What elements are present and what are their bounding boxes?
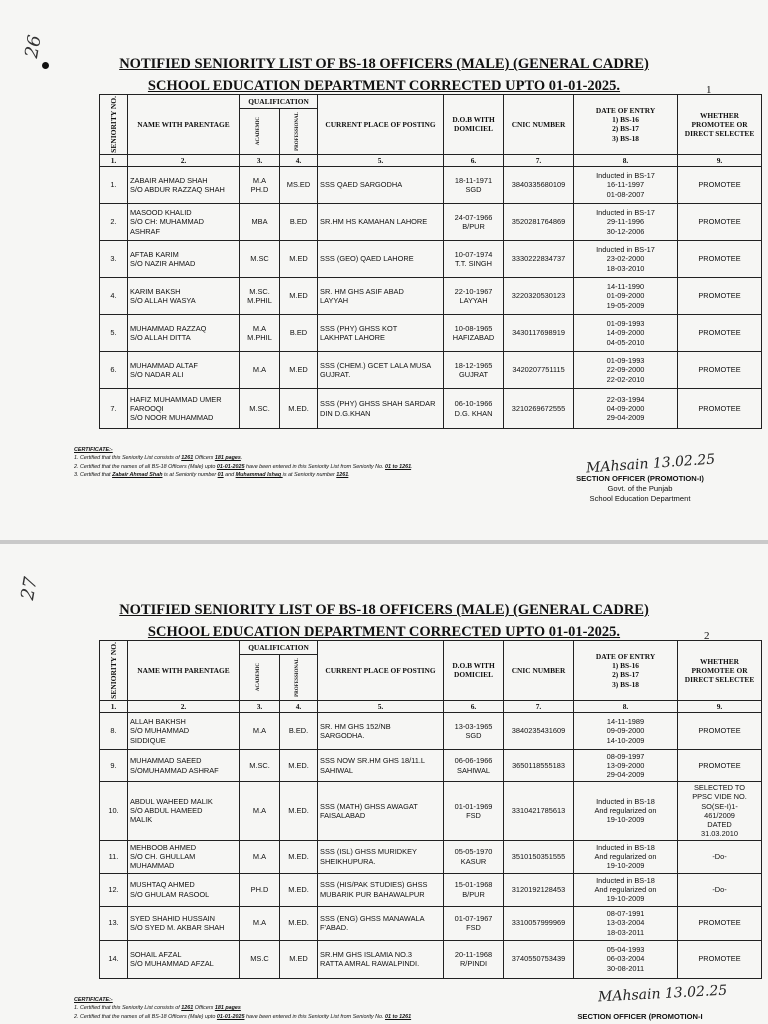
header-promotee: WHETHER PROMOTEE OR DIRECT SELECTEE (678, 95, 762, 155)
column-number: 8. (574, 700, 678, 712)
academic-qualification-cell: M.A (240, 782, 280, 841)
table-row (100, 940, 762, 978)
promotee-status-cell: PROMOTEE (678, 241, 762, 278)
cert-officer-count: 1261 (181, 1005, 194, 1012)
certificate-label: CERTIFICATE:- (74, 447, 113, 453)
header-dob: D.O.B WITH DOMICIEL (444, 641, 504, 701)
column-number: 5. (318, 154, 444, 166)
promotee-status-cell: PROMOTEE (678, 315, 762, 352)
header-professional-text: PROFESSIONAL (295, 657, 301, 697)
header-seniority-text: SENIORITY NO. (108, 642, 118, 699)
date-of-entry-cell: Inducted in BS-18 And regularized on 19-10-2009 (574, 840, 678, 873)
date-of-entry-cell: Inducted in BS-17 29-11-1996 30-12-2006 (574, 204, 678, 241)
date-of-entry-cell: 14-11-1989 09-09-2000 14-10-2009 (574, 713, 678, 750)
professional-qualification-cell: M.ED (280, 278, 318, 315)
cnic-cell: 3840235431609 (504, 713, 574, 750)
professional-qualification-cell: M.ED. (280, 906, 318, 940)
professional-qualification-cell: B.ED (280, 204, 318, 241)
cert-text: 1. Certified that this Seniority List consists of (74, 1005, 182, 1012)
cnic-cell: 3520281764869 (504, 204, 574, 241)
cert-text: Officers (193, 1005, 215, 1012)
header-professional-text: PROFESSIONAL (295, 111, 301, 151)
header-qualification: QUALIFICATION (240, 641, 318, 655)
header-promotee: WHETHER PROMOTEE OR DIRECT SELECTEE (678, 641, 762, 701)
table-header-row (100, 641, 762, 655)
promotee-status-cell: PROMOTEE (678, 204, 762, 241)
date-of-entry-cell: Inducted in BS-18 And regularized on 19-10-2009 (574, 782, 678, 841)
dob-domicile-cell: 24-07-1966 B/PUR (444, 204, 504, 241)
professional-qualification-cell: MS.ED (280, 167, 318, 204)
seniority-number-cell: 8. (100, 713, 128, 750)
cert-page-count: 181 pages (214, 1005, 241, 1012)
signatory-office: SECTION OFFICER (PROMOTION-I) (576, 474, 704, 483)
promotee-status-cell: PROMOTEE (678, 940, 762, 978)
dob-domicile-cell: 01-07-1967 FSD (444, 906, 504, 940)
cert-text: 1. Certified that this Seniority List consists of (74, 455, 182, 462)
professional-qualification-cell: M.ED. (280, 389, 318, 429)
dob-domicile-cell: 13-03-1965 SGD (444, 713, 504, 750)
cert-text: 2. Certified that the names of all BS-18 Officers (Male) upto (74, 463, 217, 470)
table-row (100, 352, 762, 389)
cnic-cell: 3840335680109 (504, 167, 574, 204)
cnic-cell: 3430117698919 (504, 315, 574, 352)
promotee-status-cell: PROMOTEE (678, 750, 762, 782)
seniority-number-cell: 12. (100, 873, 128, 906)
cert-text: have been entered in this Seniority List from Seniority No. (244, 1013, 386, 1020)
seniority-number-cell: 6. (100, 352, 128, 389)
page-number: 1 (706, 84, 712, 96)
cert-text: is at Seniority number (282, 472, 337, 479)
signatory-department: School Education Department (589, 493, 691, 503)
header-seniority-text: SENIORITY NO. (108, 96, 118, 153)
date-of-entry-cell: 14-11-1990 01-09-2000 19-05-2009 (574, 278, 678, 315)
seniority-number-cell: 14. (100, 940, 128, 978)
dob-domicile-cell: 18-11-1971 SGD (444, 167, 504, 204)
promotee-status-cell: SELECTED TO PPSC VIDE NO. SO(SE-I)1- 461/2009 DATED 31.03.2010 (678, 782, 762, 841)
name-parentage-cell: KARIM BAKSH S/O ALLAH WASYA (128, 278, 240, 315)
column-number: 4. (280, 154, 318, 166)
posting-cell: SR.HM HS KAMAHAN LAHORE (318, 204, 444, 241)
header-qualification: QUALIFICATION (240, 95, 318, 109)
academic-qualification-cell: M.A (240, 840, 280, 873)
date-of-entry-cell: 08-09-1997 13-09-2000 29-04-2009 (574, 750, 678, 782)
date-of-entry-cell: 01-09-1993 22-09-2000 22-02-2010 (574, 352, 678, 389)
academic-qualification-cell: M.A PH.D (240, 167, 280, 204)
professional-qualification-cell: M.ED. (280, 840, 318, 873)
name-parentage-cell: SYED SHAHID HUSSAIN S/O SYED M. AKBAR SHAH (128, 906, 240, 940)
signatory-office: SECTION OFFICER (PROMOTION-I (577, 1012, 703, 1021)
seniority-number-cell: 5. (100, 315, 128, 352)
cnic-cell: 3120192128453 (504, 873, 574, 906)
name-parentage-cell: SOHAIL AFZAL S/O MUHAMMAD AFZAL (128, 940, 240, 978)
seniority-table (99, 94, 762, 429)
academic-qualification-cell: M.SC. (240, 750, 280, 782)
cert-page-count: 181 pages (214, 455, 241, 462)
signatory-government: Govt. of the Punjab (607, 483, 673, 493)
posting-cell: SSS (MATH) GHSS AWAGAT FAISALABAD (318, 782, 444, 841)
table-row (100, 241, 762, 278)
handwritten-page-mark: 26 (21, 33, 46, 60)
seniority-number-cell: 13. (100, 906, 128, 940)
dob-domicile-cell: 06-10-1966 D.G. KHAN (444, 389, 504, 429)
column-number: 7. (504, 154, 574, 166)
cert-first-number: 01 (217, 472, 224, 479)
professional-qualification-cell: M.ED. (280, 782, 318, 841)
column-number: 3. (240, 700, 280, 712)
column-number: 2. (128, 700, 240, 712)
column-number: 6. (444, 700, 504, 712)
header-professional (280, 654, 318, 700)
posting-cell: SR.HM GHS ISLAMIA NO.3 RATTA AMRAL RAWALPINDI. (318, 940, 444, 978)
seniority-number-cell: 1. (100, 167, 128, 204)
name-parentage-cell: MASOOD KHALID S/O CH: MUHAMMAD ASHRAF (128, 204, 240, 241)
promotee-status-cell: PROMOTEE (678, 713, 762, 750)
posting-cell: SSS (CHEM.) GCET LALA MUSA GUJRAT. (318, 352, 444, 389)
academic-qualification-cell: M.SC (240, 241, 280, 278)
column-number: 6. (444, 154, 504, 166)
cert-text: . (348, 472, 350, 479)
table-row (100, 750, 762, 782)
dob-domicile-cell: 20-11-1968 R/PINDI (444, 940, 504, 978)
professional-qualification-cell: M.ED (280, 352, 318, 389)
header-cnic: CNIC NUMBER (504, 641, 574, 701)
cnic-cell: 3310421785613 (504, 782, 574, 841)
professional-qualification-cell: B.ED (280, 315, 318, 352)
academic-qualification-cell: M.A (240, 713, 280, 750)
certificate-line-2 (74, 463, 413, 471)
column-number: 7. (504, 700, 574, 712)
name-parentage-cell: ALLAH BAKHSH S/O MUHAMMAD SIDDIQUE (128, 713, 240, 750)
header-professional (280, 108, 318, 154)
academic-qualification-cell: M.SC. M.PHIL (240, 278, 280, 315)
handwritten-page-mark: 27 (17, 575, 42, 602)
posting-cell: SSS (PHY) GHSS KOT LAKHPAT LAHORE (318, 315, 444, 352)
cnic-cell: 3210269672555 (504, 389, 574, 429)
column-number: 9. (678, 154, 762, 166)
cert-text: . (240, 455, 243, 462)
column-number: 2. (128, 154, 240, 166)
header-posting: CURRENT PLACE OF POSTING (318, 641, 444, 701)
certificate-line-2 (74, 1013, 411, 1021)
professional-qualification-cell: B.ED. (280, 713, 318, 750)
academic-qualification-cell: MBA (240, 204, 280, 241)
name-parentage-cell: ZABAIR AHMAD SHAH S/O ABDUR RAZZAQ SHAH (128, 167, 240, 204)
signatory-block (560, 1012, 720, 1022)
table-row (100, 782, 762, 841)
posting-cell: SSS NOW SR.HM GHS 18/11.L SAHIWAL (318, 750, 444, 782)
dob-domicile-cell: 10-08-1965 HAFIZABAD (444, 315, 504, 352)
header-name: NAME WITH PARENTAGE (128, 641, 240, 701)
professional-qualification-cell: M.ED (280, 940, 318, 978)
page-number: 2 (704, 630, 710, 642)
table-row (100, 204, 762, 241)
certificate-block (74, 446, 413, 480)
cert-last-number: 1261 (336, 472, 349, 479)
header-seniority (100, 641, 128, 701)
cert-date: 01-01-2025 (216, 463, 245, 470)
cert-officer-count: 1261 (181, 455, 194, 462)
promotee-status-cell: PROMOTEE (678, 906, 762, 940)
dob-domicile-cell: 18-12-1965 GUJRAT (444, 352, 504, 389)
posting-cell: SSS (GEO) QAED LAHORE (318, 241, 444, 278)
column-number: 5. (318, 700, 444, 712)
professional-qualification-cell: M.ED. (280, 873, 318, 906)
seniority-number-cell: 4. (100, 278, 128, 315)
academic-qualification-cell: M.SC. (240, 389, 280, 429)
posting-cell: SR. HM GHS ASIF ABAD LAYYAH (318, 278, 444, 315)
header-academic-text: ACADEMIC (256, 663, 262, 692)
column-number: 9. (678, 700, 762, 712)
list-title: NOTIFIED SENIORITY LIST OF BS-18 OFFICERS (MALE) (GENERAL CADRE) (119, 56, 649, 72)
name-parentage-cell: MUHAMMAD SAEED S/OMUHAMMAD ASHRAF (128, 750, 240, 782)
date-of-entry-cell: 01-09-1993 14-09-2000 04-05-2010 (574, 315, 678, 352)
name-parentage-cell: HAFIZ MUHAMMAD UMER FAROOQI S/O NOOR MUHAMMAD (128, 389, 240, 429)
header-academic (240, 108, 280, 154)
cert-text: . (411, 463, 413, 470)
cnic-cell: 3330222834737 (504, 241, 574, 278)
table-row (100, 713, 762, 750)
certificate-line-1 (74, 454, 413, 462)
column-number-row (100, 154, 762, 166)
dob-domicile-cell: 06-06-1966 SAHIWAL (444, 750, 504, 782)
promotee-status-cell: -Do- (678, 840, 762, 873)
header-entry: DATE OF ENTRY 1) BS-16 2) BS-17 3) BS-18 (574, 95, 678, 155)
posting-cell: SSS (ENG) GHSS MANAWALA F'ABAD. (318, 906, 444, 940)
header-name: NAME WITH PARENTAGE (128, 95, 240, 155)
dob-domicile-cell: 01-01-1969 FSD (444, 782, 504, 841)
certificate-line-1 (74, 1004, 411, 1012)
cert-first-officer: Zabair Ahmad Shah (112, 472, 163, 479)
header-academic-text: ACADEMIC (256, 117, 262, 146)
table-row (100, 167, 762, 204)
academic-qualification-cell: M.A M.PHIL (240, 315, 280, 352)
cnic-cell: 3510150351555 (504, 840, 574, 873)
academic-qualification-cell: PH.D (240, 873, 280, 906)
professional-qualification-cell: M.ED (280, 241, 318, 278)
promotee-status-cell: PROMOTEE (678, 167, 762, 204)
table-row (100, 906, 762, 940)
cert-range: 01 to 1261 (385, 463, 412, 470)
table-row (100, 873, 762, 906)
dob-domicile-cell: 05-05-1970 KASUR (444, 840, 504, 873)
column-number: 1. (100, 154, 128, 166)
certificate-label: CERTIFICATE:- (74, 997, 113, 1003)
promotee-status-cell: PROMOTEE (678, 278, 762, 315)
date-of-entry-cell: Inducted in BS-17 23-02-2000 18-03-2010 (574, 241, 678, 278)
cnic-cell: 3310057999969 (504, 906, 574, 940)
column-number: 8. (574, 154, 678, 166)
header-academic (240, 654, 280, 700)
professional-qualification-cell: M.ED. (280, 750, 318, 782)
name-parentage-cell: AFTAB KARIM S/O NAZIR AHMAD (128, 241, 240, 278)
cnic-cell: 3220320530123 (504, 278, 574, 315)
table-row (100, 389, 762, 429)
name-parentage-cell: MEHBOOB AHMED S/O CH. GHULLAM MUHAMMAD (128, 840, 240, 873)
date-of-entry-cell: 22-03-1994 04-09-2000 29-04-2009 (574, 389, 678, 429)
handwritten-signature: MAhsain 13.02.25 (585, 451, 716, 477)
dob-domicile-cell: 15-01-1968 B/PUR (444, 873, 504, 906)
certificate-line-3 (74, 471, 413, 479)
header-cnic: CNIC NUMBER (504, 95, 574, 155)
cert-text: and (223, 472, 236, 479)
header-posting: CURRENT PLACE OF POSTING (318, 95, 444, 155)
cnic-cell: 3740550753439 (504, 940, 574, 978)
dob-domicile-cell: 22-10-1967 LAYYAH (444, 278, 504, 315)
seniority-number-cell: 9. (100, 750, 128, 782)
promotee-status-cell: PROMOTEE (678, 352, 762, 389)
name-parentage-cell: MUHAMMAD RAZZAQ S/O ALLAH DITTA (128, 315, 240, 352)
header-dob: D.O.B WITH DOMICIEL (444, 95, 504, 155)
posting-cell: SSS (PHY) GHSS SHAH SARDAR DIN D.G.KHAN (318, 389, 444, 429)
date-of-entry-cell: 05-04-1993 06-03-2004 30-08-2011 (574, 940, 678, 978)
department-title: SCHOOL EDUCATION DEPARTMENT CORRECTED UPTO 01-01-2025. (147, 78, 621, 94)
promotee-status-cell: PROMOTEE (678, 389, 762, 429)
seniority-table (99, 640, 762, 979)
seniority-number-cell: 2. (100, 204, 128, 241)
posting-cell: SSS (ISL) GHSS MURIDKEY SHEIKHUPURA. (318, 840, 444, 873)
promotee-status-cell: -Do- (678, 873, 762, 906)
posting-cell: SSS QAED SARGODHA (318, 167, 444, 204)
cnic-cell: 3650118555183 (504, 750, 574, 782)
list-title: NOTIFIED SENIORITY LIST OF BS-18 OFFICERS (MALE) (GENERAL CADRE) (119, 602, 649, 618)
seniority-number-cell: 11. (100, 840, 128, 873)
column-number: 3. (240, 154, 280, 166)
cert-range: 01 to 1261 (385, 1013, 412, 1020)
cert-text: 2. Certified that the names of all BS-18 Officers (Male) upto (74, 1013, 217, 1020)
academic-qualification-cell: M.A (240, 352, 280, 389)
signatory-block (560, 474, 720, 504)
cert-last-officer: Muhammad Ishaq (235, 472, 283, 479)
column-number-row (100, 700, 762, 712)
header-seniority (100, 95, 128, 155)
cert-text: have been entered in this Seniority List from Seniority No. (244, 463, 386, 470)
posting-cell: SSS (HIS/PAK STUDIES) GHSS MUBARIK PUR BAHAWALPUR (318, 873, 444, 906)
handwritten-signature: MAhsain 13.02.25 (597, 982, 728, 1006)
table-header-row (100, 95, 762, 109)
table-row (100, 315, 762, 352)
seniority-number-cell: 7. (100, 389, 128, 429)
cert-text: 3. Certified that (74, 472, 113, 479)
academic-qualification-cell: MS.C (240, 940, 280, 978)
posting-cell: SR. HM GHS 152/NB SARGODHA. (318, 713, 444, 750)
cnic-cell: 3420207751115 (504, 352, 574, 389)
document-page-2 (0, 544, 768, 1024)
header-entry: DATE OF ENTRY 1) BS-16 2) BS-17 3) BS-18 (574, 641, 678, 701)
name-parentage-cell: MUSHTAQ AHMED S/O GHULAM RASOOL (128, 873, 240, 906)
date-of-entry-cell: Inducted in BS-17 16-11-1997 01-08-2007 (574, 167, 678, 204)
date-of-entry-cell: 08-07-1991 13-03-2004 18-03-2011 (574, 906, 678, 940)
name-parentage-cell: ABDUL WAHEED MALIK S/O ABDUL HAMEED MALIK (128, 782, 240, 841)
academic-qualification-cell: M.A (240, 906, 280, 940)
seniority-number-cell: 3. (100, 241, 128, 278)
certificate-block (74, 996, 411, 1021)
department-title: SCHOOL EDUCATION DEPARTMENT CORRECTED UPTO 01-01-2025. (147, 624, 621, 640)
cert-text: is at Seniority number (162, 472, 218, 479)
table-row (100, 278, 762, 315)
table-row (100, 840, 762, 873)
column-number: 4. (280, 700, 318, 712)
cert-date: 01-01-2025 (216, 1013, 245, 1020)
name-parentage-cell: MUHAMMAD ALTAF S/O NADAR ALI (128, 352, 240, 389)
dob-domicile-cell: 10-07-1974 T.T. SINGH (444, 241, 504, 278)
seniority-number-cell: 10. (100, 782, 128, 841)
cert-text: Officers (193, 455, 215, 462)
date-of-entry-cell: Inducted in BS-18 And regularized on 19-10-2009 (574, 873, 678, 906)
column-number: 1. (100, 700, 128, 712)
